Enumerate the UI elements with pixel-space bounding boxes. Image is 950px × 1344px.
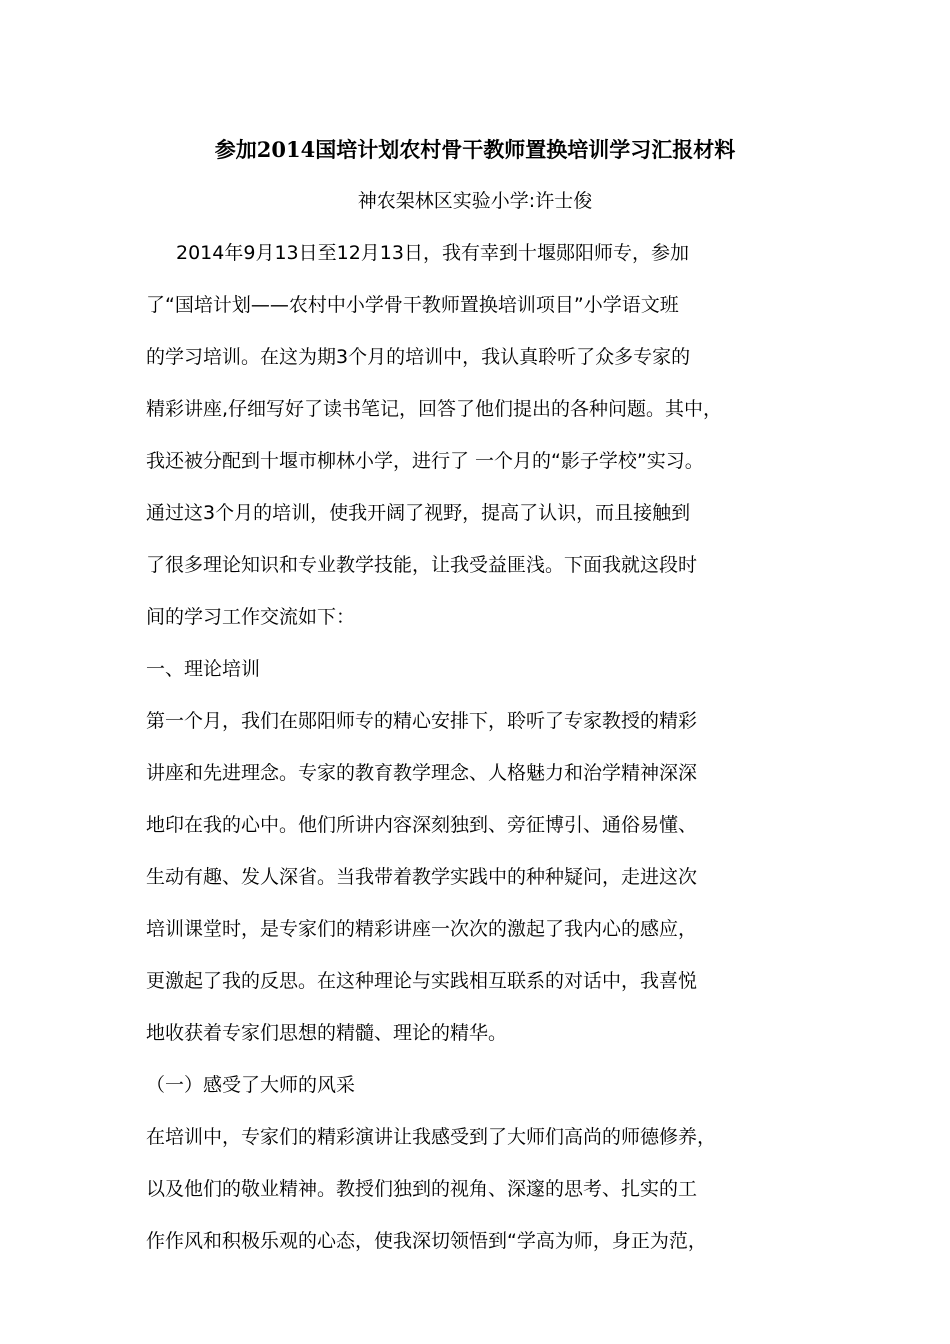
text-line: 间的学习工作交流如下： bbox=[146, 606, 356, 628]
text-line: 地印在我的心中。他们所讲内容深刻独到、旁征博引、通俗易懂、 bbox=[146, 814, 698, 836]
text-line: 我还被分配到十堰市柳林小学，进行了 一个月的“影子学校”实习。 bbox=[146, 450, 704, 472]
text-line: 生动有趣、发人深省。当我带着教学实践中的种种疑问，走进这次 bbox=[146, 866, 698, 888]
text-line: 2014年9月13日至12月13日，我有幸到十堰郧阳师专，参加 bbox=[176, 242, 689, 264]
text-line: 作作风和积极乐观的心态，使我深切领悟到“学高为师，身正为范， bbox=[146, 1230, 707, 1252]
text-line: 了很多理论知识和专业教学技能，让我受益匪浅。下面我就这段时 bbox=[146, 554, 698, 576]
subsection-heading: （一）感受了大师的风采 bbox=[146, 1074, 356, 1096]
text-line: 更激起了我的反思。在这种理论与实践相互联系的对话中，我喜悦 bbox=[146, 970, 698, 992]
text-line: 了“国培计划——农村中小学骨干教师置换培训项目”小学语文班 bbox=[146, 294, 679, 316]
text-line: 精彩讲座,仔细写好了读书笔记，回答了他们提出的各种问题。其中， bbox=[146, 398, 723, 420]
text-line: 以及他们的敬业精神。教授们独到的视角、深邃的思考、扎实的工 bbox=[146, 1178, 698, 1200]
text-line: 通过这3个月的培训，使我开阔了视野，提高了认识，而且接触到 bbox=[146, 502, 691, 524]
document-author: 神农架林区实验小学:许士俊 bbox=[357, 190, 593, 212]
text-line: 在培训中，专家们的精彩演讲让我感受到了大师们高尚的师德修养， bbox=[146, 1126, 717, 1148]
text-line: 培训课堂时，是专家们的精彩讲座一次次的激起了我内心的感应， bbox=[146, 918, 698, 940]
text-line: 的学习培训。在这为期3个月的培训中，我认真聆听了众多专家的 bbox=[146, 346, 691, 368]
text-line: 第一个月，我们在郧阳师专的精心安排下，聆听了专家教授的精彩 bbox=[146, 710, 698, 732]
text-line: 地收获着专家们思想的精髓、理论的精华。 bbox=[146, 1022, 508, 1044]
text-line: 讲座和先进理念。专家的教育教学理念、人格魅力和治学精神深深 bbox=[146, 762, 698, 784]
section-heading: 一、理论培训 bbox=[146, 658, 261, 680]
document-title: 参加2014国培计划农村骨干教师置换培训学习汇报材料 bbox=[214, 137, 736, 162]
